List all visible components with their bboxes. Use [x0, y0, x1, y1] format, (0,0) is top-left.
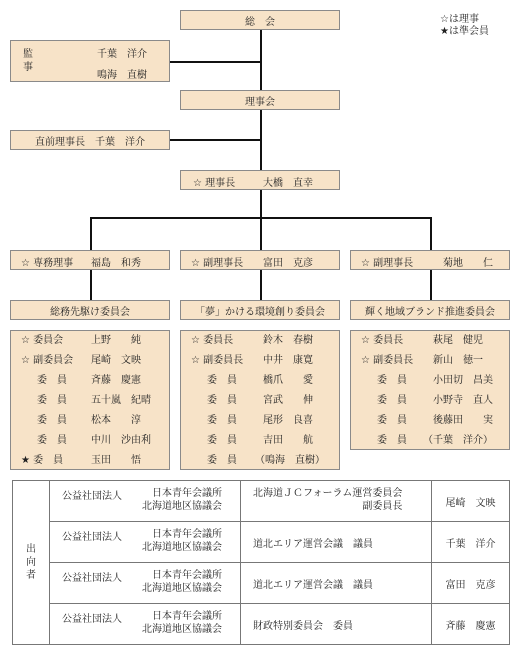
committee-title: 総務先駆け委員会 [50, 306, 130, 318]
member-name: 新山 徳一 [433, 355, 483, 366]
secondment-table [12, 480, 510, 645]
member-name: （鳴海 直樹） [255, 455, 325, 466]
post-cell [241, 481, 432, 522]
member-role: 委 員 [207, 415, 237, 426]
member-role: 委 員 [207, 395, 237, 406]
member-name: （千葉 洋介） [423, 435, 493, 446]
secondment-label: 出 向 者 [26, 544, 36, 581]
member-role: ☆ 委員長 [191, 335, 234, 346]
member-role: ☆ 委員会 [21, 335, 64, 346]
member-row [351, 391, 509, 411]
past-president-link-line [170, 139, 261, 141]
member-name: 上野 純 [91, 335, 141, 346]
org-cell [50, 563, 241, 604]
officer-name: 富田 克彦 [263, 258, 313, 269]
member-name: 五十嵐 紀晴 [91, 395, 151, 406]
post-cell [241, 604, 432, 645]
officer-name: 菊地 仁 [443, 258, 493, 269]
auditor-link-line [170, 61, 261, 63]
officer-title: ☆ 専務理事 [21, 258, 74, 269]
name-cell [432, 604, 510, 645]
post: 道北エリア運営会議 議員 [253, 579, 373, 591]
member-role: 委 員 [37, 375, 67, 386]
post-cell [241, 522, 432, 563]
officer-box-executive-director [10, 250, 170, 270]
org-name: 日本青年会議所 北海道地区協議会 [142, 529, 222, 553]
member-name: 中井 康寛 [263, 355, 313, 366]
legend [440, 14, 489, 38]
trunk-line-upper [260, 29, 262, 91]
officer-title: ☆ 副理事長 [191, 258, 244, 269]
member-row [181, 331, 339, 351]
member-role: 委 員 [377, 415, 407, 426]
general-assembly-box [180, 10, 340, 30]
officer-title: ☆ 副理事長 [361, 258, 414, 269]
member-role: 委 員 [37, 435, 67, 446]
general-assembly-label: 総 会 [245, 16, 275, 28]
member-name: 鈴木 春樹 [263, 335, 313, 346]
member-name: 宮武 伸 [263, 395, 313, 406]
member-name: 後藤田 実 [433, 415, 493, 426]
org-name: 日本青年会議所 北海道地区協議会 [142, 488, 222, 512]
member-row [181, 351, 339, 371]
past-president-label: 直前理事長 千葉 洋介 [35, 136, 145, 148]
auditor-name: 千葉 洋介 [97, 49, 147, 60]
member-name: 尾崎 文映 [91, 355, 141, 366]
member-name: 橋爪 愛 [263, 375, 313, 386]
member-role: 委 員 [37, 415, 67, 426]
org-type: 公益社団法人 [62, 573, 122, 584]
officer-name: 福島 和秀 [91, 258, 141, 269]
committee-members-box [10, 330, 170, 470]
member-name: 小野寺 直人 [433, 395, 493, 406]
member-role: ☆ 副委員長 [361, 355, 414, 366]
branch-left-drop [90, 217, 92, 250]
member-row [351, 351, 509, 371]
past-president-box [10, 130, 170, 150]
president-name: 大橋 直幸 [263, 178, 313, 189]
org-cell [50, 522, 241, 563]
seconded-member-name: 斉藤 慶憲 [445, 620, 496, 632]
org-name: 日本青年会議所 北海道地区協議会 [142, 611, 222, 635]
member-row [11, 371, 169, 391]
member-role: 委 員 [377, 375, 407, 386]
member-name: 吉田 航 [263, 435, 313, 446]
auditors-box [10, 40, 170, 82]
right-column-line [430, 269, 432, 301]
member-role: 委 員 [377, 435, 407, 446]
member-role: ★ 委 員 [21, 455, 64, 466]
president-box [180, 170, 340, 190]
member-row [11, 391, 169, 411]
name-cell [432, 481, 510, 522]
org-name: 日本青年会議所 北海道地区協議会 [142, 570, 222, 594]
member-name: 中川 沙由利 [91, 435, 151, 446]
committee-title: 「夢」かける環境創り委員会 [195, 306, 325, 318]
seconded-member-name: 尾崎 文映 [445, 497, 496, 509]
post-cell [241, 563, 432, 604]
legend-associate: ★は準会員 [440, 26, 489, 37]
member-row [11, 451, 169, 471]
secondment-row [13, 522, 510, 563]
member-row [181, 451, 339, 471]
member-role: 委 員 [207, 455, 237, 466]
committee-title-box [350, 300, 510, 320]
member-name: 尾形 良喜 [263, 415, 313, 426]
committee-members-box [350, 330, 510, 450]
member-row [181, 391, 339, 411]
member-name: 玉田 悟 [91, 455, 141, 466]
secondment-row [13, 563, 510, 604]
member-name: 松本 淳 [91, 415, 141, 426]
auditor-name: 鳴海 直樹 [97, 70, 147, 81]
legend-director: ☆は理事 [440, 14, 479, 25]
seconded-member-name: 富田 克彦 [445, 579, 496, 591]
member-name: 萩尾 健児 [433, 335, 483, 346]
org-type: 公益社団法人 [62, 532, 122, 543]
org-cell [50, 481, 241, 522]
member-row [351, 431, 509, 451]
member-row [11, 331, 169, 351]
branch-right-drop [430, 217, 432, 250]
member-row [11, 431, 169, 451]
secondment-row [13, 481, 510, 522]
board-box [180, 90, 340, 110]
trunk-line-lower [260, 189, 262, 218]
member-role: ☆ 副委員会 [21, 355, 74, 366]
member-role: ☆ 副委員長 [191, 355, 244, 366]
auditors-label: 監 事 [23, 49, 33, 73]
member-role: 委 員 [207, 375, 237, 386]
org-cell [50, 604, 241, 645]
committee-members-box [180, 330, 340, 470]
member-row [351, 371, 509, 391]
member-name: 斉藤 慶憲 [91, 375, 141, 386]
post: 道北エリア運営会議 議員 [253, 538, 373, 550]
member-row [351, 411, 509, 431]
secondment-label-cell [13, 481, 50, 645]
post: 財政特別委員会 委員 [253, 620, 353, 632]
member-row [351, 331, 509, 351]
secondment-row [13, 604, 510, 645]
left-column-line [90, 269, 92, 301]
seconded-member-name: 千葉 洋介 [445, 538, 496, 550]
officer-box-vice-president-2 [350, 250, 510, 270]
committee-title-box [180, 300, 340, 320]
president-title: ☆ 理事長 [193, 178, 236, 189]
committee-title: 輝く地域ブランド推進委員会 [365, 306, 495, 318]
member-role: 委 員 [207, 435, 237, 446]
member-row [181, 411, 339, 431]
committee-title-box [10, 300, 170, 320]
member-row [181, 431, 339, 451]
center-column-line [260, 269, 262, 301]
member-role: 委 員 [377, 395, 407, 406]
member-row [11, 351, 169, 371]
org-type: 公益社団法人 [62, 614, 122, 625]
member-role: 委 員 [37, 395, 67, 406]
board-label: 理事会 [245, 96, 275, 108]
name-cell [432, 563, 510, 604]
branch-center-drop [260, 217, 262, 250]
org-type: 公益社団法人 [62, 491, 122, 502]
member-row [11, 411, 169, 431]
name-cell [432, 522, 510, 563]
member-role: ☆ 委員長 [361, 335, 404, 346]
post: 北海道ＪＣフォーラム運営委員会 副委員長 [253, 488, 403, 512]
officer-box-vice-president-1 [180, 250, 340, 270]
member-row [181, 371, 339, 391]
member-name: 小田切 昌美 [433, 375, 493, 386]
